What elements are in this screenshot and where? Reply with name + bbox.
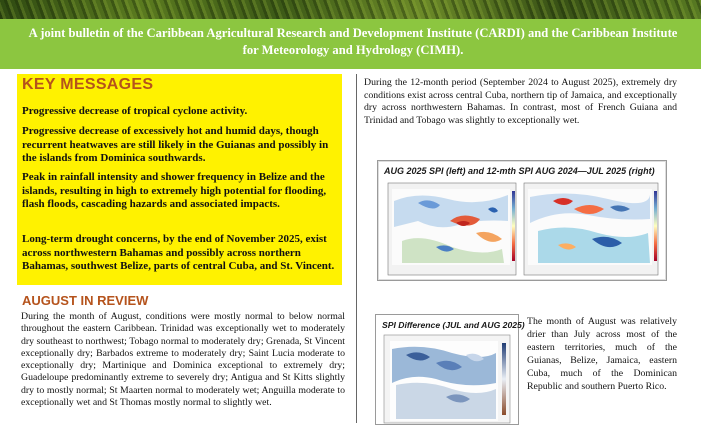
key-message-4: Long-term drought concerns, by the end of November 2025, exist across northwestern Bahamas and possibly across northern Bahamas, southwest Belize, parts of central Cuba, and St. Vincent. <box>22 233 335 273</box>
august-review-body: During the month of August, conditions were mostly normal to below normal throughout the eastern Caribbean. Trinidad was exceptionally wet to moderately dry southeast to northwest; Tobago normal to moderately dry; Grenada, St Vincent exceptionally dry; Barbados extreme to moderately dry; Saint Lucia moderate to exceptionally dry; Martinique and Dominica exceptional to extremely dry; Guadeloupe predominantly extreme to severely dry; Antigua and St Kitts slightly dry to mostly normal; St Maarten normal to moderately wet; Anguilla moderate to exceptionally wet and St Thomas mostly normal to slightly wet. <box>21 311 345 409</box>
key-messages-box <box>17 74 342 285</box>
spi-maps-figure <box>377 160 667 281</box>
key-message-2: Progressive decrease of excessively hot and humid days, though recurrent heatwaves are still likely in the Guianas and possibly in the islands from Dominica southwards. <box>22 125 329 165</box>
august-vs-july-paragraph: The month of August was relatively drier than July across most of the eastern territories, much of the Guianas, Belize, Jamaica, eastern Cuba, much of the Dominican Republic and southern Puerto Rico. <box>527 316 677 392</box>
twelve-month-spi-map <box>524 183 658 275</box>
spi-difference-image <box>376 315 518 424</box>
august-review-heading: AUGUST IN REVIEW <box>22 293 149 308</box>
twelve-month-paragraph: During the 12-month period (September 2024 to August 2025), extremely dry conditions exist across central Cuba, northern tip of Jamaica, and exceptionally dry across northwestern Bahamas. In contrast, most of French Guiana and Trinidad and Tobago was slightly to exceptionally wet. <box>364 77 677 126</box>
banner-text: A joint bulletin of the Caribbean Agricultural Research and Development Institute (CARDI) and the Caribbean Institute for Meteorology and Hydrology (CIMH). <box>28 26 678 57</box>
key-message-3: Peak in rainfall intensity and shower frequency in Belize and the islands, resulting in high to extremely high potential for flooding, flash floods, cascading hazards and associated impacts. <box>22 171 327 211</box>
spi-difference-caption: SPI Difference (JUL and AUG 2025) <box>382 320 525 330</box>
bulletin-banner <box>0 19 701 69</box>
key-messages-title: KEY MESSAGES <box>22 76 154 93</box>
header-photo-strip <box>0 0 701 19</box>
column-divider <box>356 74 357 423</box>
spi-maps-caption: AUG 2025 SPI (left) and 12-mth SPI AUG 2024—JUL 2025 (right) <box>384 166 655 176</box>
spi-maps-image <box>378 161 666 280</box>
aug-spi-map <box>388 183 516 275</box>
spi-difference-figure <box>375 314 525 425</box>
key-message-1: Progressive decrease of tropical cyclone activity. <box>22 105 248 117</box>
